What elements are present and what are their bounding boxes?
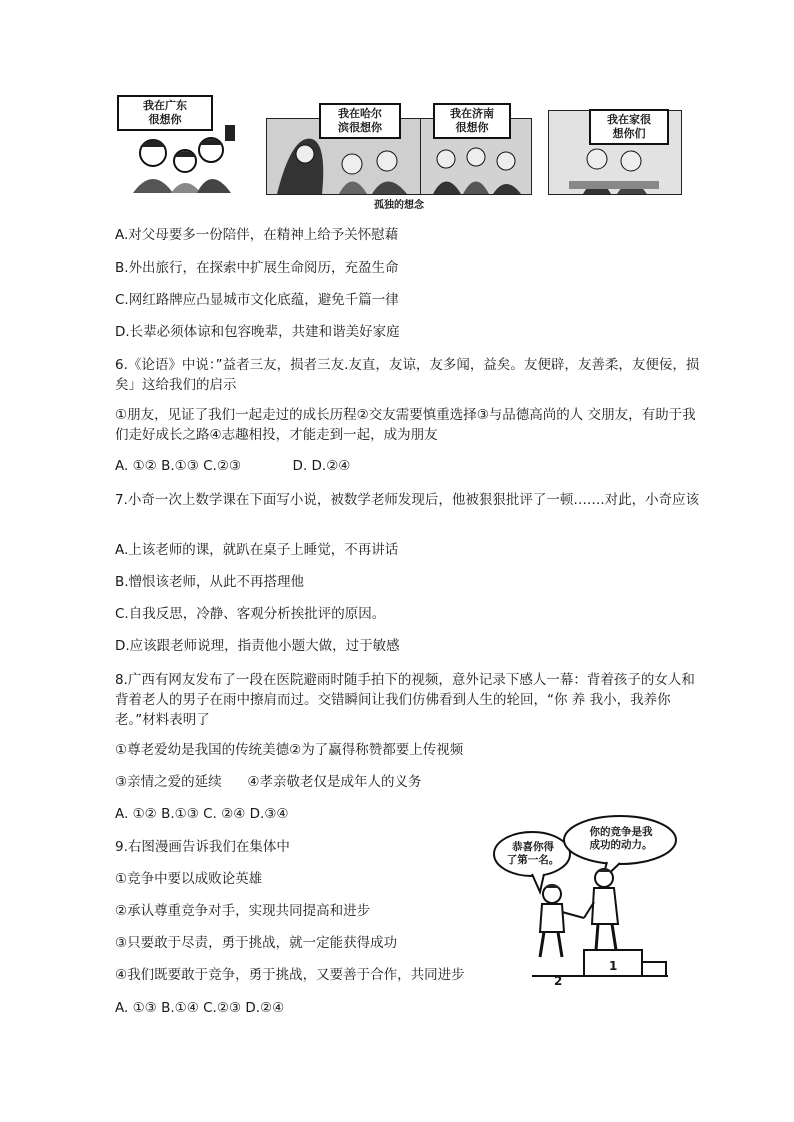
comic-panel-2 <box>266 107 421 195</box>
q7-option-c: C.自我反思，冷静、客观分析挨批评的原因。 <box>115 606 386 622</box>
q9-statement-4: ④我们既要敢于竞争，勇于挑战，又要善于合作，共同进步 <box>115 967 465 983</box>
panel-2-label: 我在哈尔 滨很想你 <box>319 103 401 139</box>
q9-stem: 9.右图漫画告诉我们在集体中 <box>115 839 290 855</box>
q9-bubble-right: 你的竞争是我 成功的动力。 <box>589 826 653 851</box>
q5-option-d: D.长辈必须体谅和包容晚辈，共建和谐美好家庭 <box>115 324 400 340</box>
q6-stem: 6.《论语》中说：”益者三友，损者三友.友直，友谅，友多闻，益矣。友便辟，友善柔，友便佞，损矣」这给我们的启示 <box>115 357 700 393</box>
q9-statement-2: ②承认尊重竞争对手，实现共同提高和进步 <box>115 903 371 919</box>
q6-options: A. ①② B.①③ C.②③ D. D.②④ <box>115 458 351 474</box>
q9-statement-3: ③只要敢于尽责，勇于挑战，就一定能获得成功 <box>115 935 398 951</box>
q9-statement-1: ①竞争中要以成败论英雄 <box>115 871 263 887</box>
q9-podium-label-2: 2 <box>554 974 563 988</box>
q5-option-a: A.对父母要多一份陪伴，在精神上给予关怀慰藉 <box>115 227 399 243</box>
q8-statements-2: ③亲情之爱的延续 ④孝亲敬老仅是成年人的义务 <box>115 774 422 790</box>
q8-statements-1: ①尊老爱幼是我国的传统美德②为了赢得称赞都要上传视频 <box>115 742 464 758</box>
q5-option-c: C.网红路牌应凸显城市文化底蕴，避免千篇一律 <box>115 292 399 308</box>
panel-4-label: 我在家很 想你们 <box>589 109 669 145</box>
q7-option-a: A.上该老师的课，就趴在桌子上睡觉，不再讲话 <box>115 542 399 558</box>
comic-panel-4 <box>548 110 682 195</box>
q9-options: A. ①③ B.①④ C.②③ D.②④ <box>115 1000 285 1016</box>
comic-caption: 孤独的想念 <box>374 200 424 211</box>
q9-podium-label-1: 1 <box>609 959 618 973</box>
comic-panel-3 <box>420 107 532 195</box>
q9-bubble-left: 恭喜你得 了第一名。 <box>506 841 560 866</box>
q5-option-b: B.外出旅行，在探索中扩展生命阅历，充盈生命 <box>115 260 399 276</box>
q9-cartoon <box>492 812 682 990</box>
q7-option-d: D.应该跟老师说理，指责他小题大做，过于敏感 <box>115 638 400 654</box>
panel-3-label: 我在济南 很想你 <box>433 103 511 139</box>
q7-stem: 7.小奇一次上数学课在下面写小说，被数学老师发现后，他被狠狠批评了一顿…….对此，小奇应该 <box>115 492 700 508</box>
comic-panel-1 <box>113 95 245 193</box>
q8-options: A. ①② B.①③ C. ②④ D.③④ <box>115 806 289 822</box>
q6-statements: ①朋友，见证了我们一起走过的成长历程②交友需要慎重选择③与品德高尚的人 交朋友，有助于我们走好成长之路④志趣相投，才能走到一起，成为朋友 <box>115 407 696 443</box>
q7-option-b: B.憎恨该老师，从此不再搭理他 <box>115 574 305 590</box>
panel-1-label: 我在广东 很想你 <box>117 95 213 131</box>
q8-stem: 8.广西有网友发布了一段在医院避雨时随手拍下的视频，意外记录下感人一幕：背着孩子的女人和背着老人的男子在雨中擦肩而过。交错瞬间让我们仿佛看到人生的轮回，“你 养 我小，我养你老。”材料表明了 <box>115 672 695 728</box>
